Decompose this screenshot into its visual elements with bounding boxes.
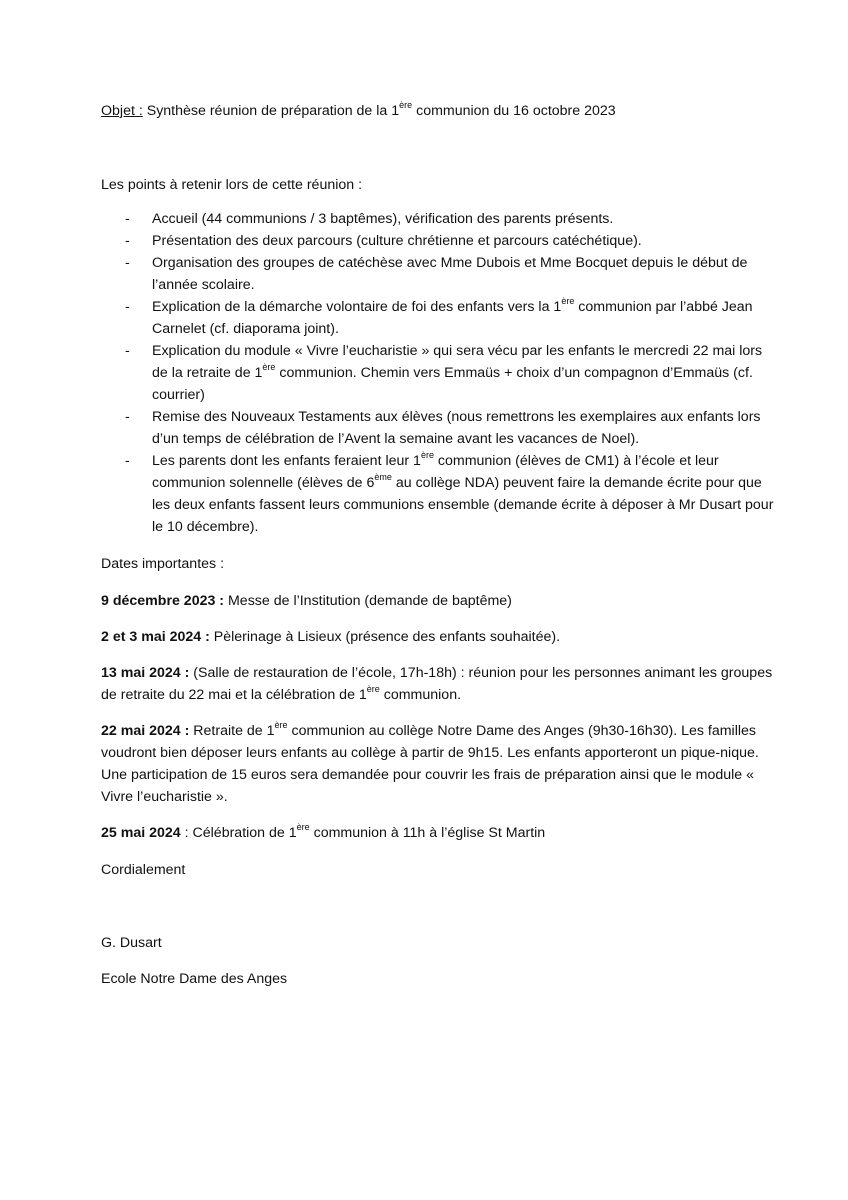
date-sup: ère <box>366 684 380 695</box>
date-label: 13 mai 2024 : <box>101 665 190 681</box>
date-entry <box>101 590 781 612</box>
bullet-dash: - <box>125 343 130 359</box>
date-text: Messe de l’Institution (demande de baptême) <box>224 593 512 609</box>
point-text: Les parents dont les enfants feraient leur 1 <box>152 453 421 469</box>
signature-name: G. Dusart <box>101 935 162 951</box>
intro-text: Les points à retenir lors de cette réunion : <box>101 177 363 193</box>
point-text: Organisation des groupes de catéchèse avec Mme Dubois et Mme Bocquet depuis le début de l’année scolaire. <box>152 255 748 293</box>
bullet-dash: - <box>125 453 130 469</box>
point-text-end: communion par l’abbé Jean Carnelet (cf. diaporama joint). <box>152 299 753 337</box>
date-text-end: communion au collège Notre Dame des Anges (9h30-16h30). Les familles voudront bien déposer leurs enfants au collège à partir de 9h15. Les enfants apporteront un pique-nique. Une participation de 15 euros sera demandée pour couvrir les frais de préparation ainsi que le module « Vivre l’eucharistie ». <box>101 723 759 805</box>
date-label: 2 et 3 mai 2024 : <box>101 629 210 645</box>
date-label: 22 mai 2024 : <box>101 723 190 739</box>
point-text-end: au collège NDA) peuvent faire la demande écrite pour que les deux enfants fassent leurs communions ensemble (demande écrite à déposer à Mr Dusart pour le 10 décembre). <box>152 475 774 535</box>
date-entry <box>101 626 781 648</box>
point-text: Explication de la démarche volontaire de foi des enfants vers la 1 <box>152 299 562 315</box>
subject-text-end: communion du 16 octobre 2023 <box>412 103 616 119</box>
date-text-end: communion à 11h à l’église St Martin <box>309 825 546 841</box>
date-text: Retraite de 1 <box>189 723 275 739</box>
bullet-dash: - <box>125 233 130 249</box>
point-text: Explication du module « Vivre l’eucharistie » qui sera vécu par les enfants le mercredi 22 mai lors de la retraite de 1 <box>152 343 763 381</box>
date-text: Pèlerinage à Lisieux (présence des enfants souhaitée). <box>209 629 561 645</box>
point-text-end: communion. Chemin vers Emmaüs + choix d’un compagnon d’Emmaüs (cf. courrier) <box>152 365 753 403</box>
subject-sup: ère <box>399 100 413 111</box>
list-item <box>101 252 781 296</box>
date-entry <box>101 720 781 808</box>
dates-heading: Dates importantes : <box>101 556 225 572</box>
point-sup-2: ème <box>374 472 392 483</box>
list-item <box>101 406 781 450</box>
date-entry <box>101 822 781 844</box>
date-label: 9 décembre 2023 : <box>101 593 225 609</box>
point-sup: ère <box>561 296 575 307</box>
bullet-dash: - <box>125 211 130 227</box>
subject-line <box>101 100 781 122</box>
school-name: Ecole Notre Dame des Anges <box>101 971 288 987</box>
points-list <box>101 208 781 538</box>
date-text: (Salle de restauration de l’école, 17h-18h) : réunion pour les personnes animant les groupes de retraite du 22 mai et la célébration de 1 <box>101 665 773 703</box>
date-sup: ère <box>296 822 310 833</box>
bullet-dash: - <box>125 255 130 271</box>
date-text-end: communion. <box>379 687 462 703</box>
subject-label: Objet : <box>101 103 143 119</box>
list-item <box>101 340 781 406</box>
list-item <box>101 208 781 230</box>
bullet-dash: - <box>125 409 130 425</box>
point-text-mid: communion (élèves de CM1) à l’école et leur communion solennelle (élèves de 6 <box>152 453 719 491</box>
date-text: : Célébration de 1 <box>180 825 297 841</box>
date-label: 25 mai 2024 <box>101 825 181 841</box>
subject-text: Synthèse réunion de préparation de la 1 <box>142 103 400 119</box>
date-sup: ère <box>274 720 288 731</box>
point-sup: ère <box>262 362 276 373</box>
closing-text: Cordialement <box>101 862 186 878</box>
list-item <box>101 296 781 340</box>
point-text: Présentation des deux parcours (culture chrétienne et parcours catéchétique). <box>152 233 642 249</box>
list-item <box>101 450 781 538</box>
point-text: Remise des Nouveaux Testaments aux élèves (nous remettrons les exemplaires aux enfants lors d’un temps de célébration de l’Avent la semaine avant les vacances de Noel). <box>152 409 761 447</box>
point-sup: ère <box>420 450 434 461</box>
bullet-dash: - <box>125 299 130 315</box>
date-entry <box>101 662 781 706</box>
list-item <box>101 230 781 252</box>
point-text: Accueil (44 communions / 3 baptêmes), vérification des parents présents. <box>152 211 614 227</box>
